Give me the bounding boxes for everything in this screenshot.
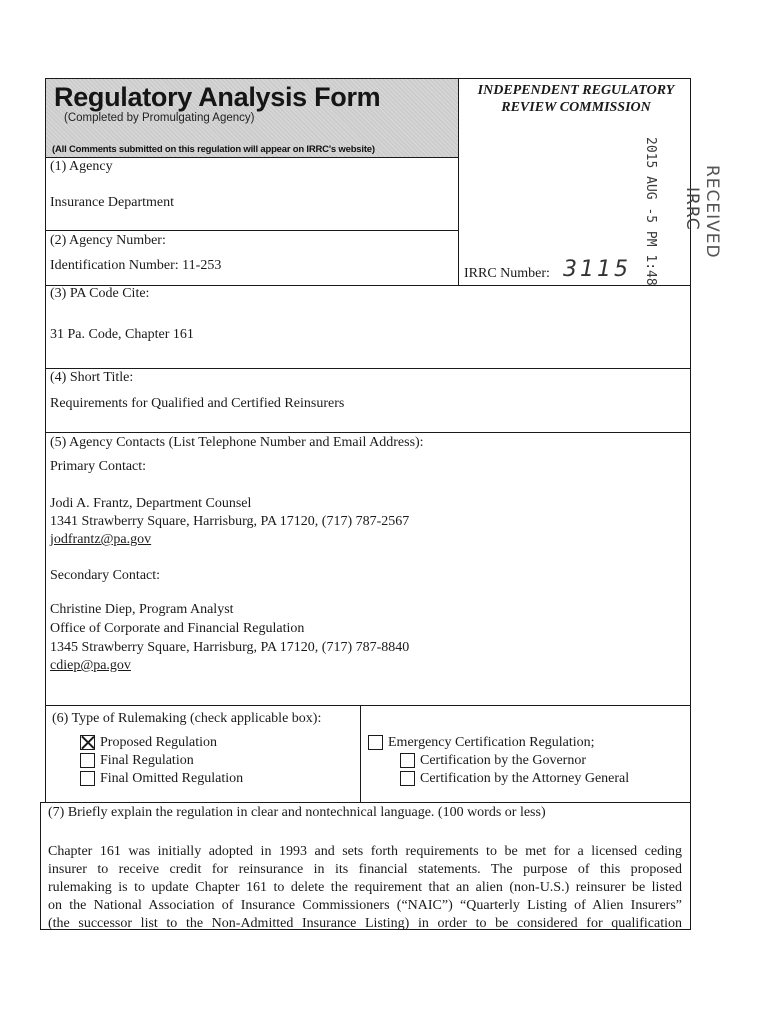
emergency-certification-checkbox[interactable] [368,735,383,750]
certification-attorney-general-checkbox[interactable] [400,771,415,786]
received-stamp: RECEIVED [702,165,722,259]
secondary-contact-address: 1345 Strawberry Square, Harrisburg, PA 17120, (717) 787-8840 [50,640,410,655]
explain-paragraph [48,843,682,933]
secondary-contact-name: Christine Diep, Program Analyst [50,602,234,617]
proposed-regulation-checkbox[interactable] [80,735,95,750]
final-regulation-checkbox[interactable] [80,753,95,768]
form-title: Regulatory Analysis Form [54,82,381,112]
form-subtitle: (Completed by Promulgating Agency) [64,112,255,124]
explain-line-3: rulemaking is to update Chapter 161 to delete the requirement that an alien (non-U.S.) reinsurer be listed [48,880,682,895]
commission-line-1: INDEPENDENT REGULATORY [477,83,675,98]
final-omitted-regulation-label: Final Omitted Regulation [100,771,244,786]
certification-governor-checkbox[interactable] [400,753,415,768]
rulemaking-label: (6) Type of Rulemaking (check applicable box): [52,711,322,726]
contacts-label: (5) Agency Contacts (List Telephone Number and Email Address): [50,435,424,450]
received-date-stamp: 2015 AUG -5 PM 1:48 [643,137,658,286]
pa-code-label: (3) PA Code Cite: [50,286,150,301]
secondary-contact-label: Secondary Contact: [50,568,161,583]
primary-contact-label: Primary Contact: [50,459,147,474]
irrc-stamp: IRRC [682,187,702,231]
emergency-certification-label: Emergency Certification Regulation; [388,735,595,750]
short-title-label: (4) Short Title: [50,370,134,385]
irrc-number-handwritten: 3115 [563,257,631,282]
pa-code-value: 31 Pa. Code, Chapter 161 [50,327,194,342]
primary-contact-name: Jodi A. Frantz, Department Counsel [50,496,252,511]
primary-contact-address: 1341 Strawberry Square, Harrisburg, PA 17120, (717) 787-2567 [50,514,410,529]
agency-label: (1) Agency [50,159,113,174]
commission-line-2: REVIEW COMMISSION [501,100,651,115]
explain-line-1: Chapter 161 was initially adopted in 1993 and sets forth requirements to be met for a licensed ceding [48,844,682,859]
commission-title [462,82,690,116]
explain-line-2: insurer to receive credit for reinsurance in its financial statements. The purpose of this proposed [48,862,682,877]
final-regulation-label: Final Regulation [100,753,194,768]
primary-contact-email[interactable]: jodfrantz@pa.gov [50,532,152,547]
explain-line-4: on the National Association of Insurance Commissioners (“NAIC”) “Quarterly Listing of Alien Insurers” [48,898,682,913]
explain-label: (7) Briefly explain the regulation in clear and nontechnical language. (100 words or less) [48,805,546,820]
secondary-contact-office: Office of Corporate and Financial Regulation [50,621,305,636]
secondary-contact-email[interactable]: cdiep@pa.gov [50,658,131,673]
certification-attorney-general-label: Certification by the Attorney General [420,771,630,786]
short-title-value: Requirements for Qualified and Certified Reinsurers [50,396,345,411]
agency-number-value: Identification Number: 11-253 [50,258,222,273]
irrc-number-label: IRRC Number: [464,266,550,281]
proposed-regulation-label: Proposed Regulation [100,735,218,750]
agency-value: Insurance Department [50,195,174,210]
certification-governor-label: Certification by the Governor [420,753,587,768]
explain-line-5: (the successor list to the Non-Admitted Insurance Listing) in order to be considered for qualification [48,916,682,931]
agency-number-label: (2) Agency Number: [50,233,166,248]
form-note: (All Comments submitted on this regulation will appear on IRRC's website) [52,144,375,155]
final-omitted-regulation-checkbox[interactable] [80,771,95,786]
